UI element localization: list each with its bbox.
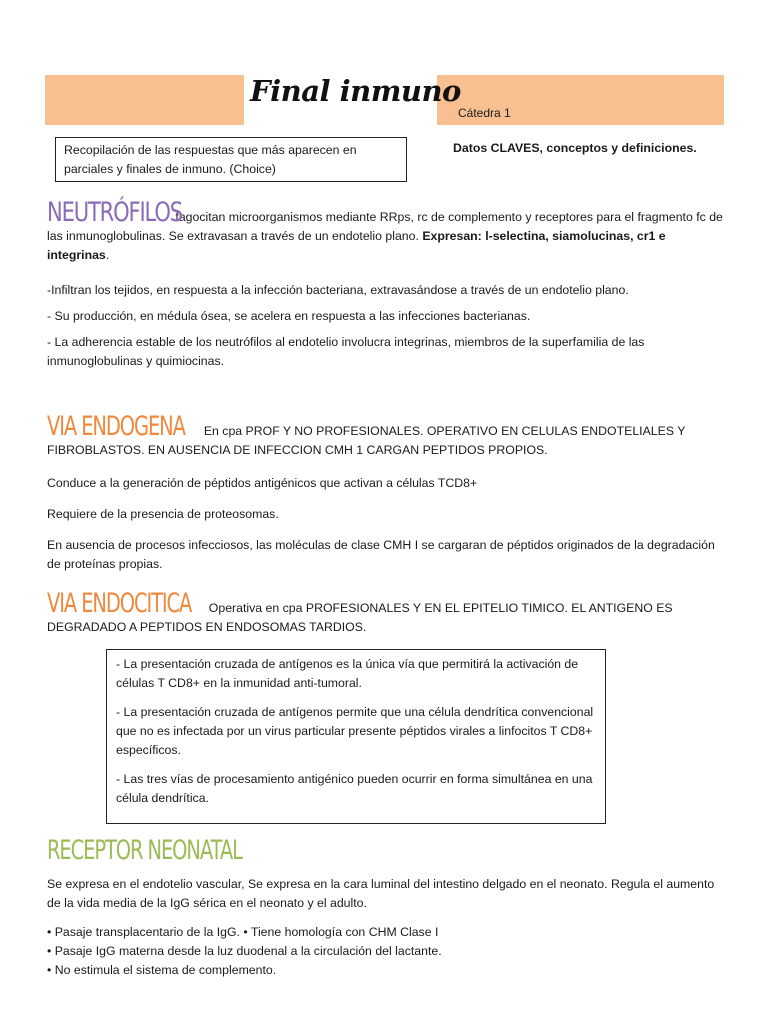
neutrofilos-p3: - La adherencia estable de los neutrófilos al endotelio involucra integrinas, miembros de la superfamilia de las inmunoglobulinas y quimiocinas. (47, 335, 645, 368)
neutrofilos-p1: -Infiltran los tejidos, en respuesta a la infección bacteriana, extravasándose a través de un endotelio plano. (47, 283, 629, 297)
receptor-neonatal-p1: Se expresa en el endotelio vascular, Se expresa en la cara luminal del intestino delgado en el neonato. Regula el aumento de la vida media de la IgG sérica en el neonato y el adulto. (47, 877, 715, 910)
intro-box: Recopilación de las respuestas que más aparecen en parciales y finales de inmuno. (Choice) (55, 137, 407, 182)
box-item: - La presentación cruzada de antígenos es la única vía que permitirá la activación de células T CD8+ en la inmunidad anti-tumoral. (116, 657, 579, 690)
datos-claves-label: Datos CLAVES, conceptos y definiciones. (453, 141, 697, 155)
box-item: - La presentación cruzada de antígenos permite que una célula dendrítica convencional que no es infectada por un virus particular presente péptidos virales a linfocitos T CD8+ específicos. (116, 705, 594, 757)
via-endogena-heading: VIA ENDOGENA (47, 411, 185, 442)
receptor-neonatal-bullet-1: • Pasaje transplacentario de la IgG. • Tiene homología con CHM Clase I (47, 925, 439, 939)
receptor-neonatal-heading: RECEPTOR NEONATAL (47, 835, 242, 866)
neutrofilos-text: fagocitan microorganismos mediante RRps, rc de complemento y receptores para el fragmento fc de las inmunoglobulinas. Se extravasan a través de un endotelio plano. (47, 210, 723, 243)
neutrofilos-p2: - Su producción, en médula ósea, se acelera en respuesta a las infecciones bacterianas. (47, 309, 531, 323)
via-endocitica-text: Operativa en cpa PROFESIONALES Y EN EL EPITELIO TIMICO. EL ANTIGENO ES DEGRADADO A PEPTIDOS EN ENDOSOMAS TARDIOS. (47, 601, 673, 634)
via-endogena-text: En cpa PROF Y NO PROFESIONALES. OPERATIVO EN CELULAS ENDOTELIALES Y FIBROBLASTOS. EN AUSENCIA DE INFECCION CMH 1 CARGAN PEPTIDOS PROPIOS. (47, 424, 686, 457)
receptor-neonatal-bullet-3: • No estimula el sistema de complemento. (47, 963, 277, 977)
via-endogena-p3: En ausencia de procesos infecciosos, las moléculas de clase CMH I se cargaran de péptidos originados de la degradación de proteínas propias. (47, 538, 715, 571)
page-title: Final inmuno (250, 74, 461, 108)
catedra-label: Cátedra 1 (458, 106, 511, 120)
header-band-left (45, 75, 244, 125)
via-endocitica-intro (47, 588, 727, 637)
via-endocitica-heading: VIA ENDOCITICA (47, 588, 192, 619)
receptor-neonatal-heading-wrap (47, 835, 318, 866)
via-endogena-p2: Requiere de la presencia de proteosomas. (47, 507, 279, 521)
neutrofilos-bold: Expresan: l-selectina, siamolucinas, cr1 e integrinas (47, 229, 666, 262)
receptor-neonatal-bullet-2: • Pasaje IgG materna desde la luz duodenal a la circulación del lactante. (47, 944, 442, 958)
box-item: - Las tres vías de procesamiento antigénico pueden ocurrir en forma simultánea en una célula dendrítica. (116, 772, 593, 805)
cross-presentation-box (106, 649, 606, 824)
via-endogena-intro (47, 411, 727, 460)
neutrofilos-intro: NEUTRÓFILOS fagocitan microorganismos mediante RRps, rc de complemento y receptores para el fragmento fc de las inmunoglobulinas. Se extravasan a través de un endotelio plano. Expresan: l-selectina, siamolucinas, cr1 e integrinas. (47, 197, 723, 262)
via-endogena-p1: Conduce a la generación de péptidos antigénicos que activan a células TCD8+ (47, 476, 478, 490)
neutrofilos-heading: NEUTRÓFILOS (47, 197, 182, 228)
